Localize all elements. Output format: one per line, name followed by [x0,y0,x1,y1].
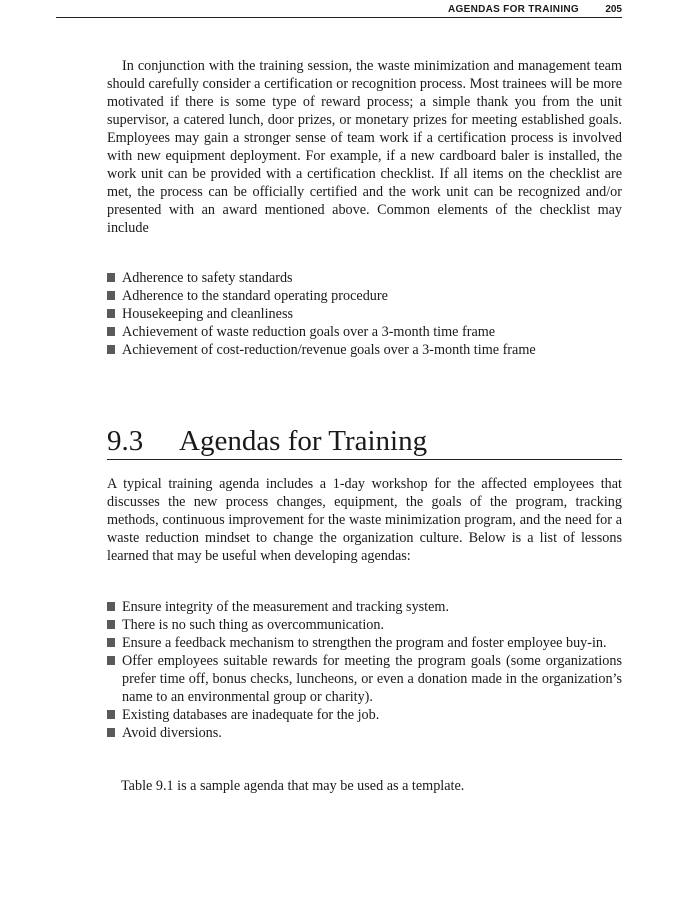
bullet-square-icon [107,656,115,665]
bullet-square-icon [107,291,115,300]
list-item [107,305,622,323]
list-item-text: Achievement of waste reduction goals over a 3-month time frame [122,324,496,340]
list-item [107,724,622,742]
section-paragraph: A typical training agenda includes a 1-day workshop for the affected employees that discusses the new process changes, equipment, the goals of the program, tracking methods, continuous improvement for the waste minimization program, and the need for a waste reduction mindset to change the organization culture. Below is a list of lessons learned that may be useful when developing agendas: [107,476,622,564]
list-item-text: Ensure integrity of the measurement and tracking system. [122,599,450,615]
list-item [107,652,622,706]
list-item-text: Achievement of cost-reduction/revenue goals over a 3-month time frame [122,342,536,358]
section-title: Agendas for Training [179,425,428,457]
lessons-list [107,598,622,742]
bullet-square-icon [107,728,115,737]
closing-sentence: Table 9.1 is a sample agenda that may be used as a template. [121,778,465,794]
list-item [107,341,622,359]
list-item [107,598,622,616]
list-item [107,616,622,634]
bullet-square-icon [107,710,115,719]
bullet-square-icon [107,273,115,282]
checklist-list [107,269,622,359]
list-item [107,287,622,305]
page-number: 205 [605,4,622,15]
list-item-text: Avoid diversions. [122,725,222,741]
bullet-square-icon [107,602,115,611]
list-item-text: Offer employees suitable rewards for meeting the program goals (some organizations prefer time off, bonus checks, luncheons, or even a donation made in the organization’s name to an environmental group or charity). [122,653,622,705]
list-item-text: There is no such thing as overcommunication. [122,617,385,633]
running-head-title: AGENDAS FOR TRAINING [448,4,579,15]
bullet-square-icon [107,638,115,647]
list-item-text: Existing databases are inadequate for the job. [122,707,380,723]
section-number: 9.3 [107,425,144,457]
section-heading [107,423,622,460]
list-item [107,269,622,287]
list-item-text: Ensure a feedback mechanism to strengthen the program and foster employee buy-in. [122,635,607,651]
bullet-square-icon [107,309,115,318]
bullet-square-icon [107,620,115,629]
intro-paragraph: In conjunction with the training session, the waste minimization and management team should carefully consider a certification or recognition process. Most trainees will be more motivated if there is some type of reward process; a simple thank you from the unit supervisor, a catered lunch, door prizes, or monetary prizes for meeting established goals. Employees may gain a stronger sense of team work if a certification process is involved with new equipment deployment. For example, if a new cardboard baler is installed, the work unit can be provided with a certification checklist. If all items on the checklist are met, the process can be officially certified and the work unit can be recognized and/or presented with an award mentioned above. Common elements of the checklist may include [107,58,622,236]
list-item-text: Adherence to safety standards [122,270,293,286]
bullet-square-icon [107,345,115,354]
list-item [107,323,622,341]
list-item-text: Housekeeping and cleanliness [122,306,293,322]
list-item [107,634,622,652]
bullet-square-icon [107,327,115,336]
running-head [56,0,622,18]
list-item [107,706,622,724]
list-item-text: Adherence to the standard operating procedure [122,288,388,304]
